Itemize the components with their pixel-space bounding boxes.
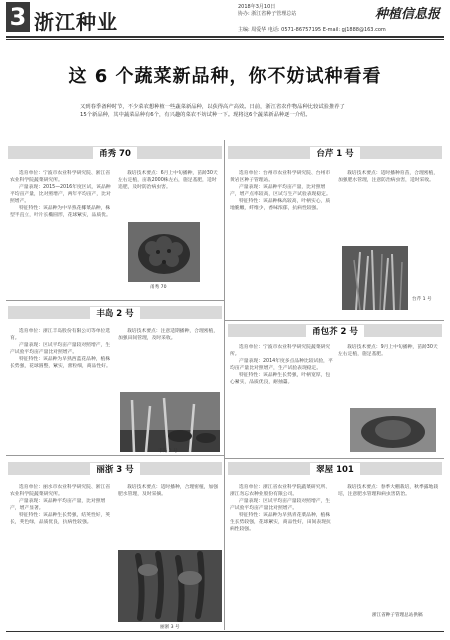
variety-text <box>230 170 334 316</box>
variety-name: 丽浙 3 号 <box>90 463 139 475</box>
paragraph: 特征特性：该品种为中早熟花椰菜品种，株型半直立，叶片长椭圆形，花球紧实，品质优。 <box>10 206 111 218</box>
footer-rule <box>6 631 444 632</box>
paragraph: 产量表现：该品种平均亩产量，比对照增产，增产显著。 <box>10 499 106 511</box>
paragraph: 产量表现：2014年度多点品种比较试验，平均亩产量比对照增产，生产试验表现稳定。 <box>230 359 333 371</box>
bean-photo <box>118 550 222 622</box>
variety-header <box>8 146 222 159</box>
variety-text <box>10 484 114 624</box>
variety-header <box>8 306 222 319</box>
contacts-line: 主编: 周爱华 电话: 0571-86757195 E-mail: gj1888@163.com <box>238 27 386 33</box>
variety-text <box>10 170 114 298</box>
variety-text <box>118 328 220 388</box>
paragraph: 选育单位：浙江丰岛股份有限公司等单位选育。 <box>10 329 111 341</box>
variety-text <box>338 170 442 242</box>
source-credit: 浙江省种子管理总站供稿 <box>372 613 423 618</box>
editor-line: 协办: 浙江省种子管理总站 <box>238 11 297 17</box>
paragraph: 栽培技术要点：适时播种育苗，合理密植，加强肥水管理，注意防治病虫害，适时采收。 <box>338 171 439 183</box>
variety-name: 丰岛 2 号 <box>90 307 139 319</box>
variety-text <box>118 484 220 546</box>
variety-text <box>10 328 114 452</box>
paragraph: 栽培技术要点：注意适期播种，合理密植，加强田间管理，及时采收。 <box>118 329 219 341</box>
photo-caption: 台芹 1 号 <box>412 297 432 302</box>
broccoli-photo <box>128 222 200 282</box>
paragraph: 产量表现：2015—2016年度区试，该品种平均亩产量，比对照增产，两年平均亩产，比对照增产。 <box>10 185 111 204</box>
paragraph: 选育单位：台州市农业科学研究院、台州市黄岩区种子管理站。 <box>230 171 331 183</box>
paragraph: 产量表现：区试平均亩产量较对照增产，生产试验平均亩产量比对照增产。 <box>230 499 331 511</box>
intro-paragraph <box>70 103 386 119</box>
paragraph: 栽培技术要点：适时播种，合理密植，加强肥水管理，及时采摘。 <box>118 485 219 497</box>
intro-line: 又到春季备种时节，不少菜农想种植一些蔬菜新品种，以获得高产高效。日前，浙江省农作物品种比较试验推荐了 <box>80 104 345 110</box>
variety-text <box>230 484 334 624</box>
paragraph: 特征特性：该品种为早熟青花菜品种，植株生长势较强，花球紧实，商品性好，田间表现抗病性较强。 <box>230 513 331 532</box>
masthead <box>0 0 450 38</box>
variety-name: 翠屋 101 <box>310 463 360 475</box>
paragraph: 特征特性：该品种为早熟西蓝花品种，植株长势强，花球圆整，紧实，蕾粒细，商品性好。 <box>10 357 111 369</box>
paragraph: 特征特性：该品种生长势强，叶柄宽厚，包心紧实，品质优良，耐抽薹。 <box>230 373 331 385</box>
paragraph: 选育单位：浙江省农业科学院蔬菜研究所、浙江勿忘农种业股份有限公司。 <box>230 485 331 497</box>
photo-caption: 丽浙 3 号 <box>160 625 180 630</box>
variety-header <box>228 146 442 159</box>
paragraph: 特征特性：该品种株高较高，叶柄实心，质地脆嫩，纤维少，香味浓郁，抗病性较强。 <box>230 199 331 211</box>
variety-header <box>228 324 442 337</box>
section-title: 浙江种业 <box>34 10 118 34</box>
row-divider <box>6 455 224 456</box>
variety-header <box>8 462 222 475</box>
masthead-rule <box>6 36 444 38</box>
paragraph: 栽培技术要点：6月上中旬播种，苗龄30天左右定植，亩栽2000株左右，施足基肥，适时追肥，及时防治病虫害。 <box>118 171 218 190</box>
masthead-rule-thin <box>6 39 444 40</box>
paragraph: 栽培技术要点：春季大棚栽培，秋季露地栽培，注意肥水管理和病虫害防治。 <box>338 485 439 497</box>
variety-text <box>230 344 334 454</box>
date-line: 2018年3月10日 <box>238 4 276 10</box>
variety-name: 台芹 1 号 <box>310 147 359 159</box>
variety-text <box>118 170 220 220</box>
variety-text <box>338 484 442 604</box>
photo-caption: 甬秀 70 <box>150 285 167 290</box>
paragraph: 产量表现：该品种平均亩产量，比对照增产，增产点率较高，区试与生产试验表现稳定。 <box>230 185 331 197</box>
row-divider <box>6 300 224 301</box>
row-divider <box>225 458 444 459</box>
paragraph: 选育单位：宁波市农业科学研究院、浙江省农业科学院蔬菜研究所。 <box>10 171 111 183</box>
paragraph: 选育单位：宁波市农业科学研究院蔬菜研究所。 <box>230 345 331 357</box>
headline: 这 6 个蔬菜新品种，你不妨试种看看 <box>68 66 382 87</box>
column-divider <box>224 140 225 630</box>
variety-name: 甬秀 70 <box>93 147 137 159</box>
vegetable-field-photo <box>120 392 220 452</box>
variety-text <box>338 344 442 404</box>
variety-header <box>228 462 442 475</box>
page-number: 3 <box>6 2 30 32</box>
row-divider <box>225 320 444 321</box>
paragraph: 选育单位：丽水市农业科学研究院、浙江省农业科学院蔬菜研究所。 <box>10 485 111 497</box>
celery-photo <box>342 246 408 310</box>
paragraph: 特征特性：该品种生长势强，结荚性好，荚长，荚色绿，品质优良，抗病性较强。 <box>10 513 111 525</box>
header-meta <box>238 4 296 18</box>
photo-caption: 丰岛 2 号 <box>158 449 178 454</box>
paper-name: 种植信息报 <box>374 7 440 22</box>
mustard-photo <box>350 408 436 452</box>
paragraph: 产量表现：区试平均亩产量较对照增产，生产试验平均亩产量比对照增产。 <box>10 343 111 355</box>
variety-name: 甬包芥 2 号 <box>306 325 364 337</box>
paragraph: 栽培技术要点：9月上中旬播种，苗龄30天左右定植，施足基肥。 <box>338 345 438 357</box>
intro-line: 15个新品种，其中蔬菜品种有6个，有兴趣的菜农不妨试种一下。现将这6个蔬菜新品种逐一介绍。 <box>80 112 311 118</box>
